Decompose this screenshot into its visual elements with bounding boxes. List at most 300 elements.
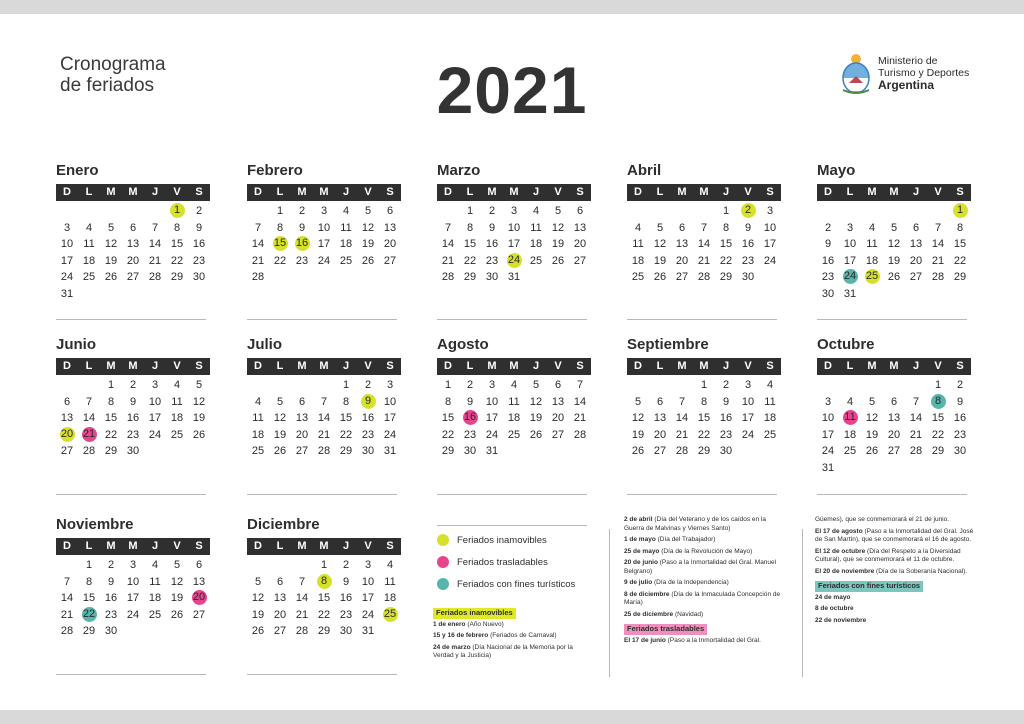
note-date: 1 de mayo — [624, 536, 656, 543]
note-description: (Día del Trabajador) — [655, 536, 716, 543]
day-cell: 27 — [653, 445, 667, 457]
note-item — [624, 536, 786, 545]
day-cell: 7 — [63, 575, 71, 588]
day-cell: 21 — [295, 608, 309, 621]
day-cell: 16 — [741, 238, 755, 250]
weekday-label: S — [195, 360, 203, 372]
day-cell: 23 — [339, 608, 353, 621]
weekday-label: J — [532, 186, 540, 198]
month-name: Septiembre — [627, 336, 709, 353]
day-cell: 8 — [466, 221, 474, 234]
day-cell: 24 — [763, 254, 777, 267]
day-cell: 28 — [60, 625, 74, 637]
day-grid — [817, 377, 971, 476]
day-cell: 26 — [653, 271, 667, 283]
weekday-label: L — [466, 360, 474, 372]
day-cell: 20 — [551, 412, 565, 424]
day-cell: 26 — [551, 254, 565, 267]
weekday-label: V — [744, 186, 752, 198]
day-cell: 6 — [386, 205, 394, 217]
day-cell — [927, 394, 949, 411]
day-cell: 6 — [129, 221, 137, 234]
holiday-marker: 1 — [170, 203, 185, 218]
notes-column-3 — [815, 516, 980, 628]
weekday-label: M — [509, 186, 519, 198]
month-separator — [627, 319, 777, 320]
holiday-marker: 11 — [844, 411, 856, 423]
day-grid — [247, 377, 401, 460]
empty-cell — [861, 203, 883, 220]
weekday-label: L — [466, 186, 474, 198]
day-cell: 5 — [173, 559, 181, 571]
day-cell: 17 — [507, 238, 521, 250]
day-cell: 7 — [444, 221, 452, 234]
day-cell: 15 — [104, 412, 118, 424]
day-cell — [459, 410, 481, 427]
day-cell: 10 — [821, 412, 835, 424]
note-date: 20 de junio — [624, 559, 658, 566]
month-mayo — [817, 162, 971, 302]
weekday-label: M — [128, 540, 138, 552]
legend-turisticos — [437, 573, 587, 595]
day-grid — [56, 377, 210, 460]
empty-cell — [78, 377, 100, 394]
weekday-label: V — [173, 186, 181, 198]
day-cell: 10 — [148, 395, 162, 408]
day-cell: 27 — [675, 271, 689, 283]
day-cell: 2 — [824, 221, 832, 234]
day-cell: 30 — [821, 287, 835, 300]
yellow-dot-icon — [437, 534, 449, 546]
day-cell: 22 — [719, 254, 733, 267]
empty-cell — [839, 203, 861, 220]
day-cell: 23 — [192, 254, 206, 267]
empty-cell — [247, 557, 269, 574]
day-cell: 11 — [384, 575, 396, 588]
day-cell: 30 — [463, 445, 477, 457]
weekday-label: S — [195, 540, 203, 552]
notes-heading-turisticos: Feriados con fines turísticos — [815, 581, 923, 592]
day-cell: 3 — [129, 559, 137, 571]
weekday-label: S — [956, 360, 964, 372]
day-cell: 23 — [463, 428, 477, 441]
day-grid — [247, 203, 401, 286]
weekday-label: J — [912, 186, 920, 198]
day-cell: 24 — [148, 428, 162, 441]
weekday-label: L — [846, 186, 854, 198]
weekday-label: J — [342, 360, 350, 372]
holiday-marker: 25 — [865, 270, 879, 282]
note-item — [433, 644, 593, 661]
day-cell: 3 — [846, 221, 854, 234]
empty-cell — [927, 203, 949, 220]
day-cell: 3 — [386, 379, 394, 391]
divider — [802, 529, 803, 677]
day-cell: 21 — [148, 254, 162, 267]
day-cell: 27 — [887, 445, 901, 457]
day-cell: 30 — [485, 271, 499, 283]
note-date: 25 de diciembre — [624, 610, 674, 618]
day-cell: 29 — [170, 271, 184, 283]
weekday-label: D — [824, 360, 832, 372]
day-cell: 19 — [251, 608, 265, 621]
day-cell: 19 — [273, 428, 287, 441]
day-cell: 6 — [656, 395, 664, 408]
day-grid — [56, 557, 210, 640]
day-cell: 2 — [342, 559, 350, 571]
day-cell: 31 — [821, 461, 835, 474]
weekday-label: D — [63, 360, 71, 372]
day-cell: 23 — [361, 428, 375, 441]
empty-cell — [122, 203, 144, 220]
day-cell: 10 — [507, 221, 521, 234]
day-cell: 14 — [60, 592, 74, 604]
day-cell: 15 — [317, 592, 331, 604]
day-cell: 4 — [342, 205, 350, 217]
day-cell: 1 — [320, 559, 328, 571]
month-separator — [247, 674, 397, 675]
note-item — [815, 528, 980, 545]
day-cell: 6 — [195, 559, 203, 571]
month-name: Junio — [56, 336, 96, 353]
day-cell: 4 — [766, 379, 774, 391]
month-name: Julio — [247, 336, 283, 353]
day-cell: 25 — [170, 428, 184, 441]
day-cell: 23 — [485, 254, 499, 267]
day-cell: 22 — [441, 428, 455, 441]
day-cell: 14 — [675, 412, 689, 424]
day-cell: 1 — [85, 559, 93, 571]
day-grid — [627, 203, 781, 286]
day-cell: 5 — [195, 379, 203, 391]
weekday-label: M — [677, 186, 687, 198]
note-item — [624, 591, 786, 608]
day-cell: 9 — [342, 575, 350, 588]
day-cell: 28 — [931, 271, 945, 283]
day-cell: 19 — [104, 254, 118, 267]
day-cell: 20 — [909, 254, 923, 267]
day-cell: 13 — [295, 412, 309, 424]
day-cell: 6 — [276, 575, 284, 588]
weekday-header — [437, 358, 591, 375]
day-cell: 20 — [887, 428, 901, 441]
day-cell: 27 — [273, 625, 287, 637]
weekday-header — [627, 184, 781, 201]
weekday-header — [247, 538, 401, 555]
day-cell: 17 — [741, 412, 755, 424]
empty-cell — [671, 377, 693, 394]
day-cell: 10 — [317, 221, 331, 234]
day-cell: 30 — [361, 445, 375, 457]
day-cell: 28 — [675, 445, 689, 457]
day-cell: 24 — [361, 608, 375, 621]
day-cell: 25 — [82, 271, 96, 283]
day-cell: 16 — [361, 412, 375, 424]
weekday-label: M — [106, 186, 116, 198]
day-cell: 29 — [697, 445, 711, 457]
day-cell: 23 — [719, 428, 733, 441]
day-cell: 29 — [463, 271, 477, 283]
day-cell: 16 — [339, 592, 353, 604]
day-cell: 8 — [85, 575, 93, 588]
weekday-label: M — [889, 360, 899, 372]
weekday-header — [56, 538, 210, 555]
day-cell: 14 — [82, 412, 96, 424]
day-cell: 4 — [173, 379, 181, 391]
day-cell: 9 — [824, 238, 832, 250]
day-grid — [817, 203, 971, 302]
note-date: El 17 de agosto — [815, 527, 863, 535]
day-cell: 27 — [295, 445, 309, 457]
empty-cell — [437, 203, 459, 220]
month-separator — [817, 319, 967, 320]
note-item — [815, 516, 980, 525]
weekday-label: D — [63, 186, 71, 198]
day-cell: 23 — [821, 271, 835, 283]
day-cell: 26 — [887, 271, 901, 283]
day-cell: 8 — [444, 395, 452, 408]
empty-cell — [291, 557, 313, 574]
day-cell: 20 — [383, 238, 397, 250]
day-cell: 22 — [339, 428, 353, 441]
day-cell: 1 — [722, 205, 730, 217]
month-octubre — [817, 336, 971, 476]
day-cell: 4 — [634, 221, 642, 234]
legend-inamovibles — [437, 529, 587, 551]
note-description: (Paso a la Inmortalidad del Gral. Manuel Belgrano) — [624, 559, 777, 575]
day-cell: 16 — [126, 412, 140, 424]
weekday-label: J — [342, 186, 350, 198]
day-cell: 9 — [298, 221, 306, 234]
day-cell: 26 — [865, 445, 879, 457]
day-cell: 5 — [890, 221, 898, 234]
day-cell: 2 — [956, 379, 964, 391]
day-cell: 3 — [744, 379, 752, 391]
day-cell: 3 — [510, 205, 518, 217]
day-cell: 28 — [909, 445, 923, 457]
note-date: El 17 de junio — [624, 636, 666, 644]
weekday-header — [817, 358, 971, 375]
day-cell: 31 — [485, 445, 499, 457]
day-cell: 17 — [317, 238, 331, 250]
day-cell: 9 — [129, 395, 137, 408]
note-item — [624, 637, 786, 646]
day-cell: 16 — [821, 254, 835, 267]
weekday-label: J — [151, 540, 159, 552]
day-cell — [737, 203, 759, 220]
month-separator — [247, 494, 397, 495]
day-cell: 24 — [821, 445, 835, 457]
legend-inamovibles-label: Feriados inamovibles — [457, 534, 547, 546]
weekday-label: S — [386, 540, 394, 552]
day-cell: 19 — [361, 238, 375, 250]
day-cell: 23 — [953, 428, 967, 441]
day-cell: 3 — [63, 221, 71, 234]
day-cell: 25 — [339, 254, 353, 267]
day-cell: 10 — [485, 395, 499, 408]
day-cell: 3 — [766, 205, 774, 217]
weekday-header — [56, 358, 210, 375]
weekday-label: L — [85, 540, 93, 552]
day-cell: 14 — [697, 238, 711, 250]
day-cell: 11 — [149, 575, 161, 588]
day-cell: 17 — [383, 412, 397, 424]
empty-cell — [671, 203, 693, 220]
day-cell: 11 — [340, 221, 352, 234]
weekday-label: D — [254, 360, 262, 372]
day-cell: 19 — [631, 428, 645, 441]
note-description: (Día del Veterano y de los caídos en la Guerra de Malvinas y Viernes Santo) — [624, 516, 767, 532]
day-cell: 15 — [339, 412, 353, 424]
day-cell: 23 — [104, 608, 118, 621]
day-cell: 1 — [342, 379, 350, 391]
weekday-label: M — [319, 360, 329, 372]
day-cell: 18 — [148, 592, 162, 604]
month-name: Noviembre — [56, 516, 134, 533]
day-cell: 30 — [104, 625, 118, 637]
day-cell: 4 — [151, 559, 159, 571]
day-cell: 14 — [251, 238, 265, 250]
title-line-1: Cronograma — [60, 54, 166, 75]
day-cell: 29 — [82, 625, 96, 637]
weekday-label: L — [656, 186, 664, 198]
day-cell: 10 — [60, 238, 74, 250]
month-noviembre — [56, 516, 210, 640]
day-cell: 7 — [576, 379, 584, 391]
note-description: (Feriados de Carnaval) — [488, 632, 557, 639]
day-cell: 26 — [104, 271, 118, 283]
day-cell — [269, 236, 291, 253]
day-cell: 1 — [276, 205, 284, 217]
month-enero — [56, 162, 210, 302]
empty-cell — [883, 203, 905, 220]
day-cell: 11 — [252, 412, 264, 424]
day-cell: 14 — [295, 592, 309, 604]
weekday-label: D — [444, 360, 452, 372]
day-cell: 2 — [488, 205, 496, 217]
empty-cell — [100, 203, 122, 220]
day-cell — [291, 236, 313, 253]
pink-dot-icon — [437, 556, 449, 568]
weekday-label: D — [444, 186, 452, 198]
day-cell: 18 — [251, 428, 265, 441]
day-cell: 26 — [251, 625, 265, 637]
day-cell: 27 — [573, 254, 587, 267]
day-cell: 19 — [551, 238, 565, 250]
weekday-label: M — [297, 540, 307, 552]
note-item — [815, 617, 980, 626]
empty-cell — [649, 203, 671, 220]
day-cell: 16 — [485, 238, 499, 250]
holiday-marker: 24 — [843, 270, 857, 282]
holiday-marker: 16 — [295, 237, 309, 249]
empty-cell — [269, 377, 291, 394]
day-cell: 16 — [192, 238, 206, 250]
note-date: 25 de mayo — [624, 547, 660, 555]
day-cell: 23 — [741, 254, 755, 267]
note-description: (Día de la Revolución de Mayo) — [659, 547, 753, 555]
note-description: (Día Nacional de la Memoria por la Verdad y la Justicia) — [433, 643, 573, 659]
day-cell — [839, 269, 861, 286]
day-cell: 3 — [824, 395, 832, 408]
day-cell: 19 — [529, 412, 543, 424]
weekday-label: V — [744, 360, 752, 372]
day-cell: 22 — [953, 254, 967, 267]
day-cell: 3 — [320, 205, 328, 217]
day-cell: 4 — [510, 379, 518, 391]
day-cell: 17 — [361, 592, 375, 604]
weekday-label: V — [364, 360, 372, 372]
legend-trasladables — [437, 551, 587, 573]
day-cell: 17 — [148, 412, 162, 424]
day-cell: 5 — [364, 205, 372, 217]
day-cell: 26 — [273, 445, 287, 457]
empty-cell — [693, 203, 715, 220]
weekday-label: S — [386, 186, 394, 198]
day-cell: 24 — [317, 254, 331, 267]
note-description: (Día del Respeto a la Diversidad Cultural), que se conmemorará el 11 de octubre. — [815, 547, 961, 563]
day-cell: 18 — [865, 254, 879, 267]
weekday-label: J — [912, 360, 920, 372]
day-cell: 13 — [653, 412, 667, 424]
day-cell: 20 — [273, 608, 287, 621]
day-cell: 19 — [887, 254, 901, 267]
month-separator — [247, 319, 397, 320]
day-cell — [503, 253, 525, 270]
holiday-marker: 8 — [317, 574, 332, 589]
day-cell: 7 — [678, 395, 686, 408]
day-cell: 7 — [934, 221, 942, 234]
day-cell: 21 — [931, 254, 945, 267]
holiday-marker: 15 — [273, 237, 287, 249]
month-diciembre — [247, 516, 401, 640]
day-cell: 5 — [554, 205, 562, 217]
month-septiembre — [627, 336, 781, 460]
day-cell: 9 — [195, 221, 203, 234]
day-cell: 7 — [85, 395, 93, 408]
day-cell: 12 — [104, 238, 118, 250]
day-cell: 30 — [953, 445, 967, 457]
day-cell: 5 — [276, 395, 284, 408]
note-item — [433, 632, 593, 641]
day-cell: 27 — [551, 428, 565, 441]
day-cell: 21 — [60, 608, 74, 621]
day-cell: 12 — [273, 412, 287, 424]
month-name: Mayo — [817, 162, 856, 179]
day-grid — [56, 203, 210, 302]
empty-cell — [291, 377, 313, 394]
day-cell: 21 — [909, 428, 923, 441]
weekday-label: L — [276, 186, 284, 198]
note-description: (Día de la Inmaculada Concepción de María) — [624, 590, 781, 606]
day-cell: 31 — [383, 445, 397, 457]
day-cell: 7 — [151, 221, 159, 234]
day-cell: 27 — [192, 608, 206, 621]
note-date: 8 de diciembre — [624, 590, 670, 598]
empty-cell — [144, 203, 166, 220]
weekday-label: V — [364, 540, 372, 552]
day-cell: 26 — [529, 428, 543, 441]
day-cell: 27 — [383, 254, 397, 267]
day-cell: 5 — [254, 575, 262, 588]
day-cell: 6 — [554, 379, 562, 391]
day-cell: 22 — [104, 428, 118, 441]
day-cell: 21 — [573, 412, 587, 424]
day-cell: 13 — [383, 221, 397, 234]
day-cell: 16 — [104, 592, 118, 604]
day-cell: 4 — [532, 205, 540, 217]
note-description: (Día de la Independencia) — [652, 579, 729, 586]
